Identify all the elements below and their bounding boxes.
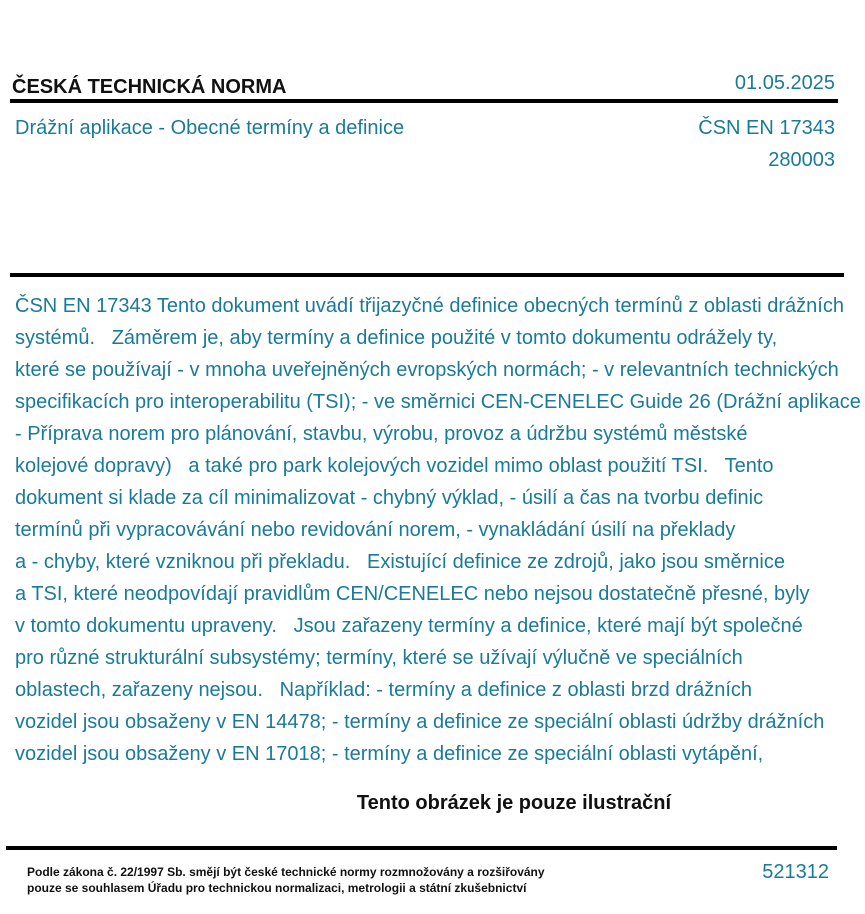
norm-type-heading: ČESKÁ TECHNICKÁ NORMA — [12, 76, 287, 98]
abstract-line: oblastech, zařazeny nejsou. Například: - termíny a definice z oblasti brzd drážních — [15, 679, 753, 701]
abstract-line: systémů. Záměrem je, aby termíny a definice použité v tomto dokumentu odrážely ty, — [15, 327, 778, 349]
abstract-line: - Příprava norem pro plánování, stavbu, výrobu, provoz a údržbu systémů městské — [15, 423, 748, 445]
publication-date: 01.05.2025 — [734, 72, 835, 94]
document-code: ČSN EN 17343 — [698, 117, 835, 139]
legal-notice — [27, 864, 545, 896]
abstract-line: specifikacích pro interoperabilitu (TSI); - ve směrnici CEN-CENELEC Guide 26 (Drážní aplikace — [15, 391, 861, 413]
footer-divider — [6, 846, 837, 850]
abstract-line: v tomto dokumentu upraveny. Jsou zařazeny termíny a definice, které mají být společné — [15, 615, 803, 637]
classification-number: 280003 — [768, 149, 835, 171]
abstract-line: které se používají - v mnoha uveřejněných evropských normách; - v relevantních technických — [15, 359, 839, 381]
catalog-number: 521312 — [762, 861, 829, 883]
document-title: Drážní aplikace - Obecné termíny a definice — [15, 117, 405, 139]
legal-notice-line: pouze se souhlasem Úřadu pro technickou normalizaci, metrologii a státní zkušebnictví — [27, 881, 527, 895]
abstract-line: kolejové dopravy) a také pro park kolejových vozidel mimo oblast použití TSI. Tento — [15, 455, 774, 477]
abstract-line: dokument si klade za cíl minimalizovat - chybný výklad, - úsilí a čas na tvorbu definic — [15, 487, 764, 509]
header-divider — [10, 99, 838, 103]
abstract-line: vozidel jsou obsaženy v EN 17018; - termíny a definice ze speciální oblasti vytápění, — [15, 743, 764, 765]
legal-notice-line: Podle zákona č. 22/1997 Sb. smějí být české technické normy rozmnožovány a rozšiřovány — [27, 865, 545, 879]
abstract-text — [15, 290, 865, 770]
abstract-line: vozidel jsou obsaženy v EN 14478; - termíny a definice ze speciální oblasti údržby drážních — [15, 711, 825, 733]
abstract-line: pro různé strukturální subsystémy; termíny, které se užívají výlučně ve speciálních — [15, 647, 743, 669]
section-divider — [10, 273, 844, 277]
illustration-notice: Tento obrázek je pouze ilustrační — [356, 792, 672, 814]
abstract-line: a TSI, které neodpovídají pravidlům CEN/CENELEC nebo nejsou dostatečně přesné, byly — [15, 583, 810, 605]
abstract-line: ČSN EN 17343 Tento dokument uvádí třijazyčné definice obecných termínů z oblasti drážních — [15, 295, 844, 317]
abstract-line: termínů při vypracovávání nebo revidování norem, - vynakládání úsilí na překlady — [15, 519, 736, 541]
abstract-line: a - chyby, které vzniknou při překladu. Existující definice ze zdrojů, jako jsou směrnice — [15, 551, 785, 573]
